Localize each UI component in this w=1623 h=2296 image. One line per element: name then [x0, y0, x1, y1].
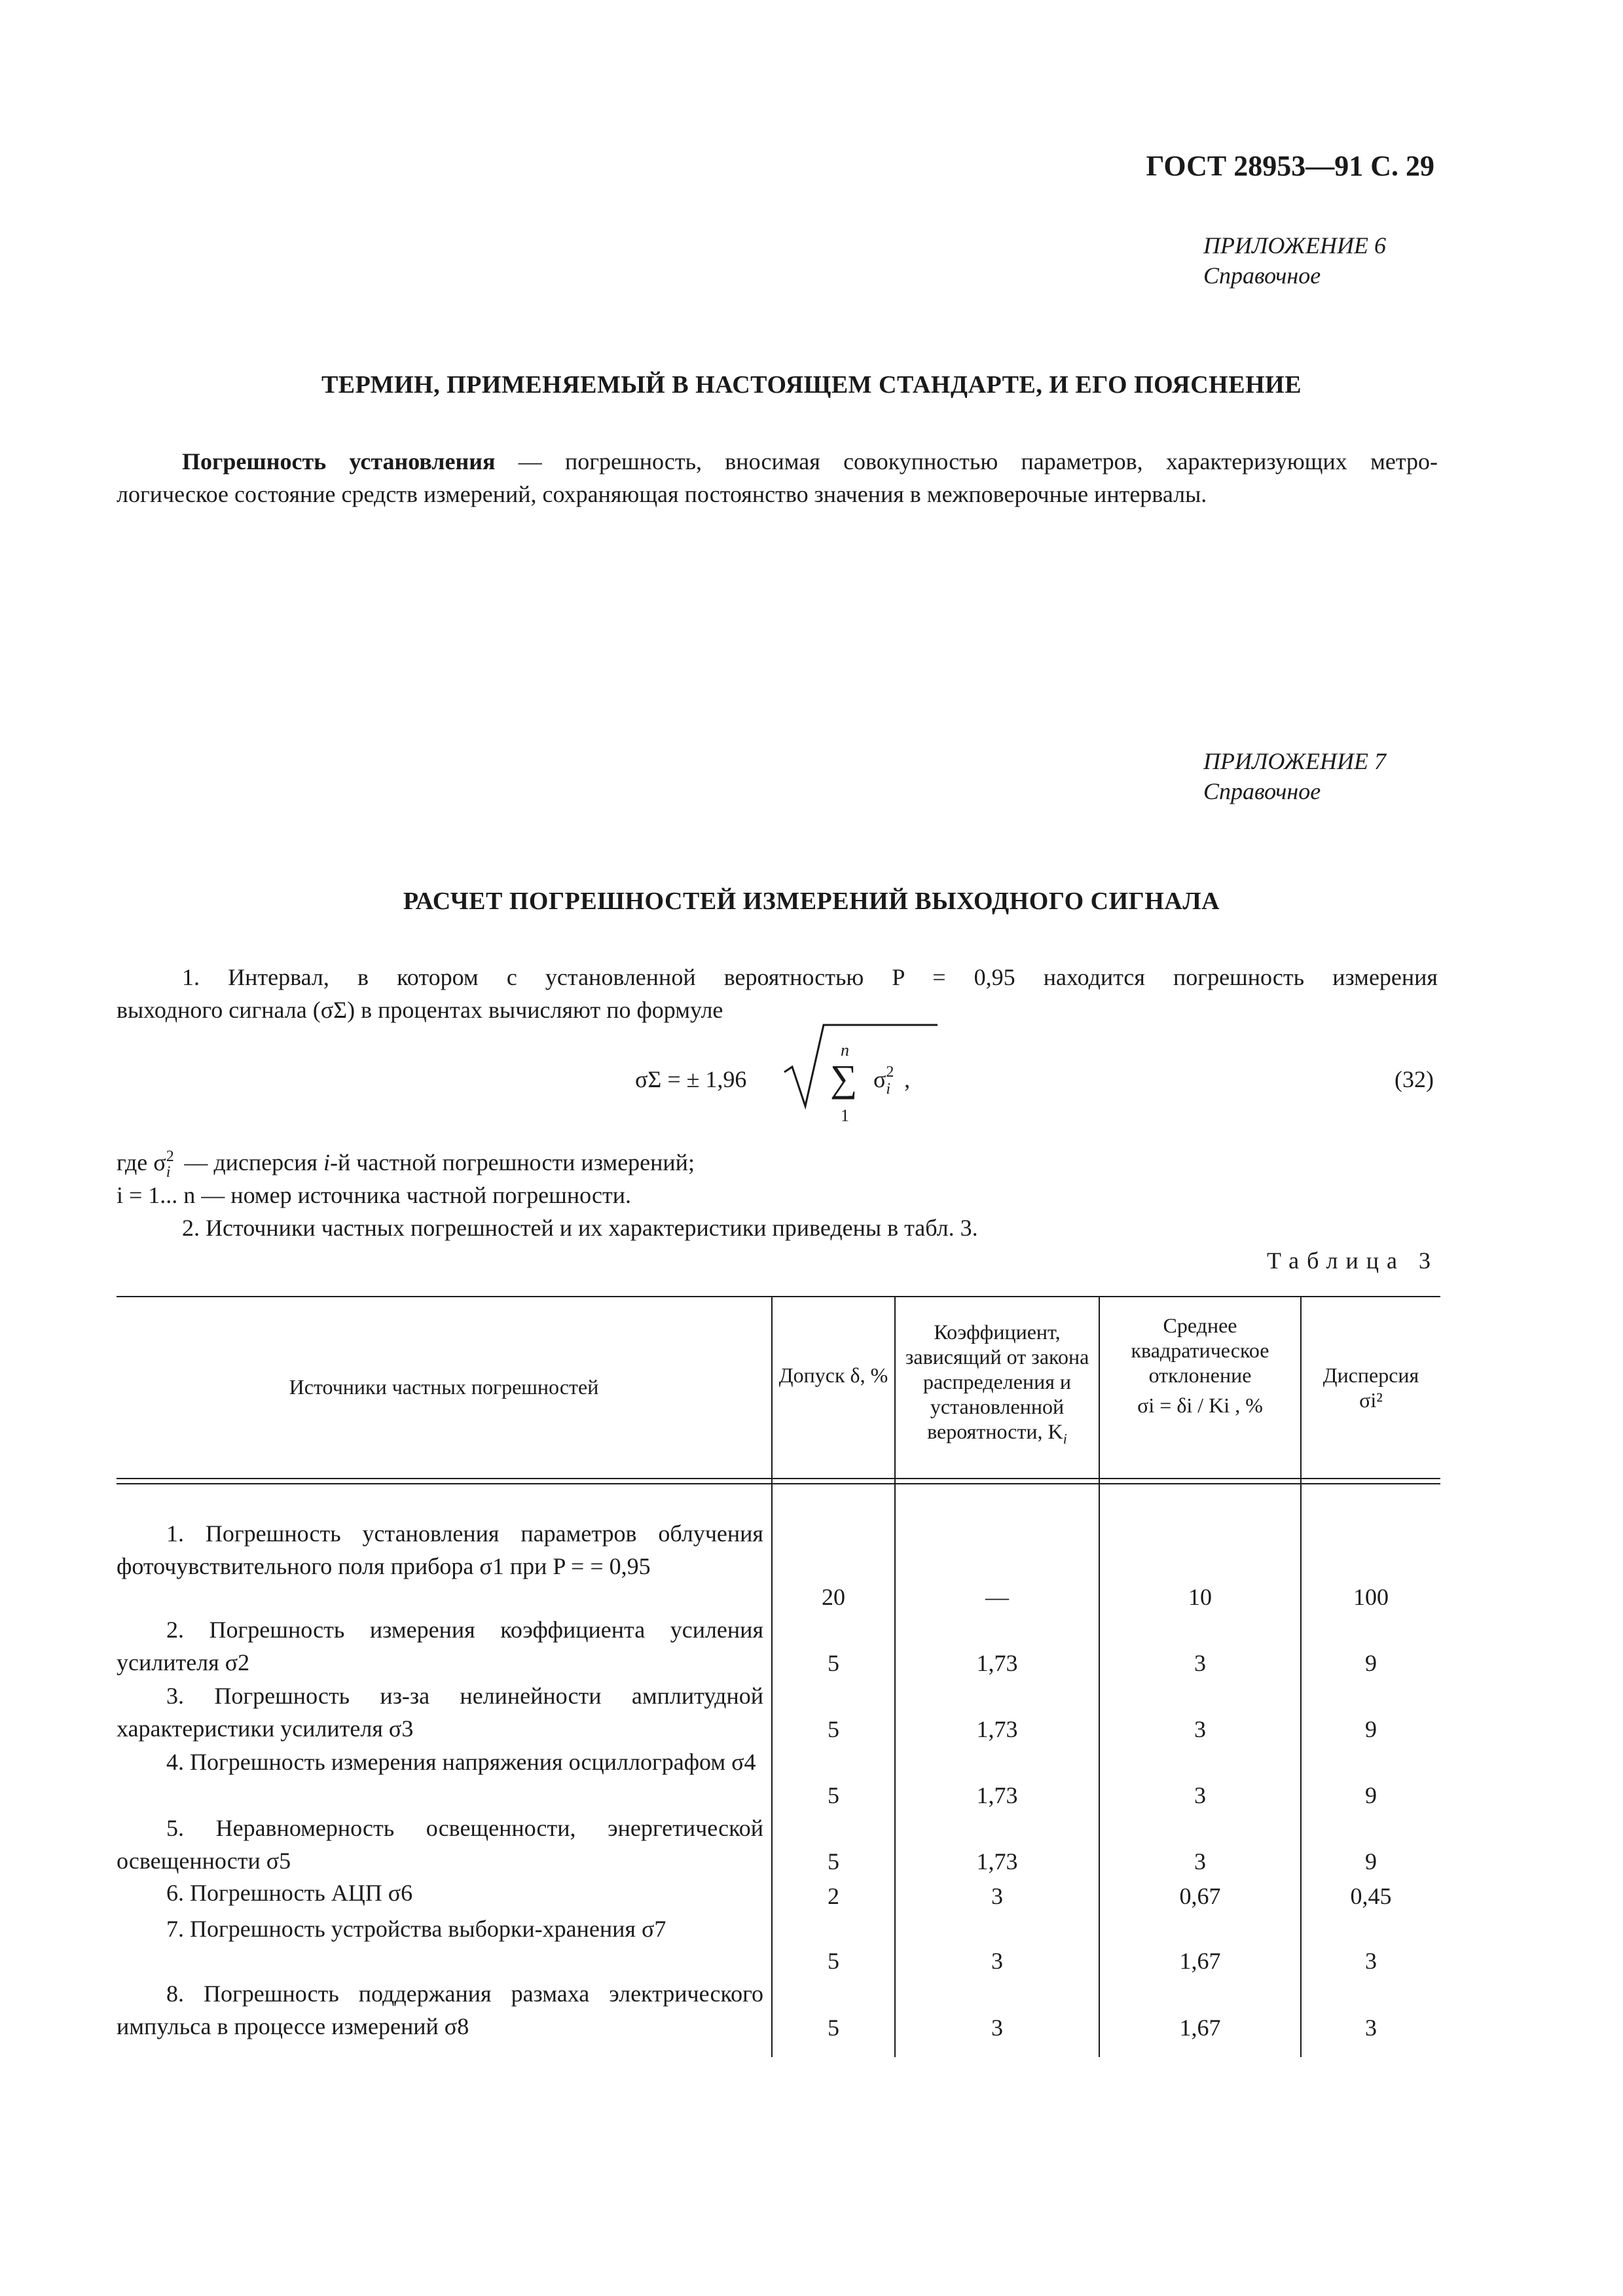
table-cell-coef: 3	[991, 1948, 1003, 1974]
appendix-status: Справочное	[1203, 262, 1321, 289]
sum-lower-limit: 1	[841, 1106, 849, 1125]
table-cell-sko: 1,67	[1179, 2015, 1221, 2041]
table-cell-coef: 1,73	[976, 1848, 1018, 1874]
table-cell-tolerance: 20	[822, 1584, 845, 1610]
appendix-7-label	[1203, 746, 1386, 806]
sqrt-sign-icon	[783, 1021, 940, 1113]
table-cell-sko: 10	[1188, 1584, 1212, 1610]
appendix-status: Справочное	[1203, 778, 1321, 804]
table-cell-disp: 9	[1365, 1782, 1377, 1808]
table-row-source: 8. Погрешность поддержания размаха электрического импульса в процессе измерений σ8	[117, 1981, 763, 2039]
table-cell-disp: 3	[1365, 1948, 1377, 1974]
appendix-6-label	[1203, 230, 1386, 291]
sum-sign-icon: ∑	[830, 1057, 858, 1100]
table-row-source: 5. Неравномерность освещенности, энергетической освещенности σ5	[117, 1815, 763, 1874]
table-cell-coef: 3	[991, 1883, 1003, 1909]
table-cell-coef: 1,73	[976, 1782, 1018, 1808]
paragraph-1-line-2: выходного сигнала (σΣ) в процентах вычисляют по формуле	[117, 997, 723, 1023]
definition-line-2: логическое состояние средств измерений, сохраняющая постоянство значения в межповерочные интервалы.	[117, 481, 1207, 507]
appendix-label: ПРИЛОЖЕНИЕ 7	[1203, 748, 1386, 774]
term-definition	[117, 445, 1438, 511]
header-sko: Среднее квадратическое отклонение σi = δi / Ki , %	[1131, 1314, 1269, 1417]
where-line-1: где $\sigma^2_i$ — дисперсия i-й частной погрешности измерений;	[117, 1148, 695, 1181]
table-cell-tolerance: 5	[828, 1948, 839, 1974]
table-cell-coef: 1,73	[976, 1650, 1018, 1676]
table-3	[117, 1296, 1440, 2081]
header-coefficient: Коэффициент, зависящий от закона распределения и установленной вероятности, $K_i$	[905, 1320, 1089, 1447]
table-cell-sko: 3	[1194, 1782, 1206, 1808]
table-cell-coef: 1,73	[976, 1716, 1018, 1742]
table-row-source: 7. Погрешность устройства выборки-хранения σ7	[166, 1916, 666, 1942]
table-cell-coef: 3	[991, 2015, 1003, 2041]
term: Погрешность установления	[182, 448, 496, 475]
formula-term: $\sigma^2_i$ ,	[873, 1064, 911, 1098]
table-cell-coef: —	[985, 1584, 1009, 1610]
table-row-source: 1. Погрешность установления параметров облучения фоточувствительного поля прибора σ1 при P = = 0,95	[117, 1520, 763, 1579]
table-cell-tolerance: 5	[828, 1716, 839, 1742]
header-rule	[117, 1478, 1440, 1479]
table-cell-tolerance: 5	[828, 1848, 839, 1874]
table-row-source: 3. Погрешность из-за нелинейности амплитудной характеристики усилителя σ3	[117, 1683, 763, 1742]
table-cell-tolerance: 5	[828, 1782, 839, 1808]
table-cell-tolerance: 5	[828, 1650, 839, 1676]
table-cell-sko: 3	[1194, 1716, 1206, 1742]
table-row-source: 6. Погрешность АЦП σ6	[166, 1880, 413, 1906]
formula-lhs: σΣ = ± 1,96	[635, 1066, 747, 1092]
table-cell-disp: 9	[1365, 1848, 1377, 1874]
table-cell-disp: 3	[1365, 2015, 1377, 2041]
table-cell-sko: 3	[1194, 1650, 1206, 1676]
table-cell-disp: 0,45	[1350, 1883, 1392, 1909]
where-line-2: i = 1... n — номер источника частной погрешности.	[117, 1182, 631, 1208]
sum-upper-limit: n	[841, 1041, 849, 1060]
table-cell-disp: 9	[1365, 1650, 1377, 1676]
table-row-source: 2. Погрешность измерения коэффициента усиления усилителя σ2	[117, 1617, 763, 1676]
table-caption: Таблица 3	[1267, 1247, 1438, 1274]
header-tolerance: Допуск δ, %	[778, 1363, 888, 1387]
table-cell-sko: 3	[1194, 1848, 1206, 1874]
formula-number: (32)	[1395, 1066, 1434, 1092]
paragraph-2: 2. Источники частных погрешностей и их характеристики приведены в табл. 3.	[182, 1215, 978, 1241]
paragraph-1-line-1: 1. Интервал, в котором с установленной вероятностью P = 0,95 находится погрешность измерения	[182, 964, 1438, 990]
paragraph-1	[117, 961, 1438, 1026]
formula-32	[622, 1021, 949, 1152]
table-cell-disp: 100	[1353, 1584, 1389, 1610]
table-cell-disp: 9	[1365, 1716, 1377, 1742]
table-cell-sko: 1,67	[1179, 1948, 1221, 1974]
header-dispersion: Дисперсия σi²	[1322, 1363, 1419, 1412]
table-cell-tolerance: 5	[828, 2015, 839, 2041]
header-rule-2	[117, 1483, 1440, 1484]
appendix-label: ПРИЛОЖЕНИЕ 6	[1203, 232, 1386, 259]
section-2-title: РАСЧЕТ ПОГРЕШНОСТЕЙ ИЗМЕРЕНИЙ ВЫХОДНОГО СИГНАЛА	[403, 888, 1220, 915]
table-row-source: 4. Погрешность измерения напряжения осциллографом σ4	[166, 1749, 756, 1775]
table-cell-tolerance: 2	[828, 1883, 839, 1909]
header-source: Источники частных погрешностей	[289, 1375, 599, 1399]
section-1-title: ТЕРМИН, ПРИМЕНЯЕМЫЙ В НАСТОЯЩЕМ СТАНДАРТЕ, И ЕГО ПОЯСНЕНИЕ	[321, 371, 1302, 399]
table-cell-sko: 0,67	[1179, 1883, 1221, 1909]
table-top-rule	[117, 1296, 1440, 1297]
page-header: ГОСТ 28953—91 С. 29	[1146, 150, 1434, 182]
definition-line-1: — погрешность, вносимая совокупностью параметров, характеризующих метро-	[495, 448, 1438, 475]
